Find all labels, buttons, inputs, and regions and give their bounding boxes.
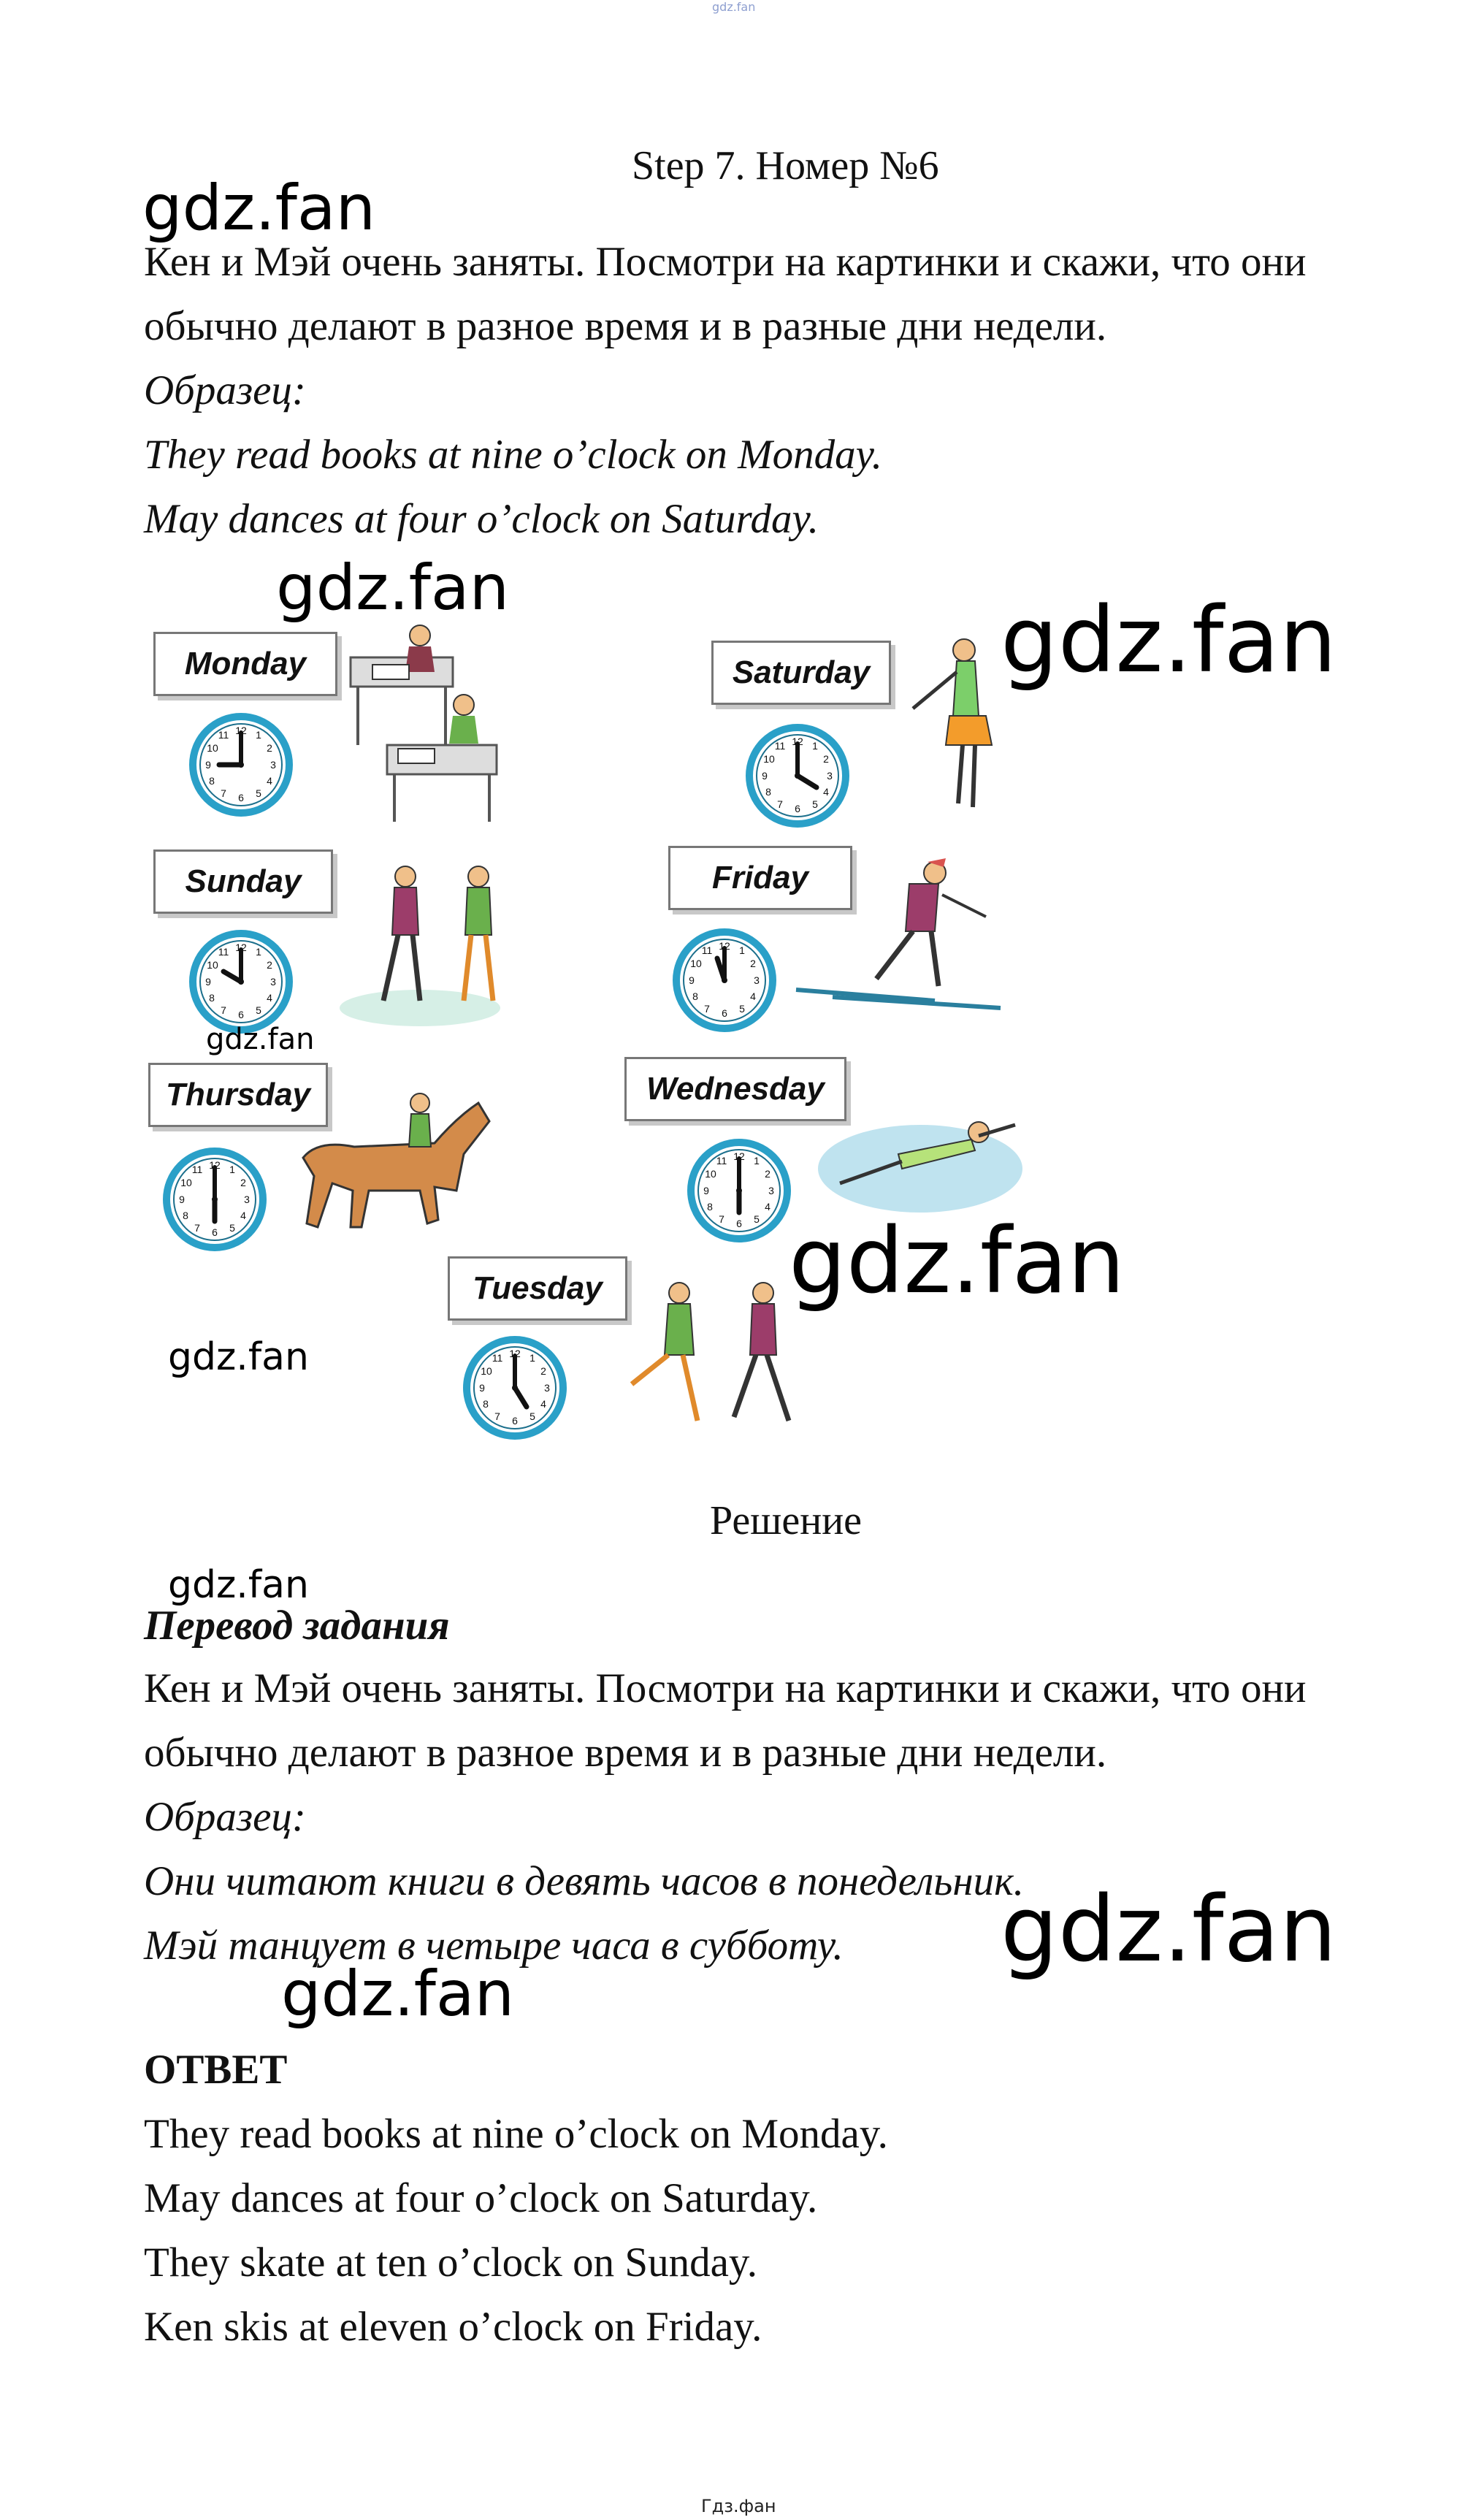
top-watermark: gdz.fan bbox=[712, 0, 756, 14]
translation-sample-label: Образец: bbox=[144, 1794, 306, 1840]
day-label-sunday: Sunday bbox=[153, 849, 333, 914]
watermark: gdz.fan bbox=[142, 172, 376, 245]
page-title: Step 7. Номер №6 bbox=[632, 143, 939, 188]
translation-sample-2: Мэй танцует в четыре часа в субботу. bbox=[144, 1923, 844, 1969]
answer-line: They read books at nine o’clock on Monday. bbox=[144, 2111, 888, 2157]
horse-rider-illustration bbox=[288, 1088, 493, 1242]
answer-heading: ОТВЕТ bbox=[144, 2047, 288, 2093]
sample-line-1: They read books at nine o’clock on Monday. bbox=[144, 432, 882, 478]
translation-line-2: обычно делают в разное время и в разные дни недели. bbox=[144, 1730, 1107, 1776]
clock-icon bbox=[188, 929, 294, 1035]
answer-line: Ken skis at eleven o’clock on Friday. bbox=[144, 2304, 762, 2350]
translation-heading: Перевод задания bbox=[144, 1603, 450, 1649]
task-line-2: обычно делают в разное время и в разные дни недели. bbox=[144, 303, 1107, 349]
footer-watermark: Гдз.фан bbox=[701, 2496, 776, 2516]
answer-line: They skate at ten o’clock on Sunday. bbox=[144, 2240, 757, 2286]
watermark: gdz.fan bbox=[1001, 1877, 1337, 1982]
translation-line-1: Кен и Мэй очень заняты. Посмотри на картинки и скажи, что они bbox=[144, 1665, 1307, 1711]
day-label-thursday: Thursday bbox=[148, 1063, 328, 1127]
clock-icon bbox=[687, 1138, 792, 1244]
clock-icon bbox=[162, 1147, 268, 1253]
task-line-1: Кен и Мэй очень заняты. Посмотри на картинки и скажи, что они bbox=[144, 239, 1307, 285]
watermark: gdz.fan bbox=[206, 1023, 315, 1056]
watermark: gdz.fan bbox=[281, 1958, 515, 2031]
day-label-friday: Friday bbox=[668, 846, 852, 910]
solution-heading: Решение bbox=[710, 1498, 863, 1543]
sample-line-2: May dances at four o’clock on Saturday. bbox=[144, 496, 819, 542]
clock-icon bbox=[462, 1335, 568, 1441]
swimming-girl-illustration bbox=[811, 1103, 1022, 1220]
answer-line: May dances at four o’clock on Saturday. bbox=[144, 2175, 818, 2221]
watermark: gdz.fan bbox=[789, 1209, 1125, 1314]
skating-kids-illustration bbox=[332, 862, 529, 1030]
translation-sample-1: Они читают книги в девять часов в понедельник. bbox=[144, 1858, 1025, 1904]
clock-icon bbox=[672, 928, 778, 1034]
watermark: gdz.fan bbox=[168, 1563, 309, 1607]
watermark: gdz.fan bbox=[1001, 588, 1337, 693]
watermark: gdz.fan bbox=[168, 1335, 309, 1379]
watermark: gdz.fan bbox=[276, 551, 510, 625]
clock-icon bbox=[745, 723, 851, 829]
clock-icon bbox=[188, 712, 294, 818]
day-label-monday: Monday bbox=[153, 632, 337, 696]
skiing-boy-illustration bbox=[789, 851, 1008, 1026]
sample-label: Образец: bbox=[144, 367, 306, 413]
running-kids-illustration bbox=[588, 1275, 800, 1439]
day-label-tuesday: Tuesday bbox=[448, 1256, 627, 1321]
day-label-wednesday: Wednesday bbox=[624, 1057, 846, 1121]
reading-kids-illustration bbox=[343, 621, 511, 825]
dancing-girl-illustration bbox=[906, 635, 1008, 818]
day-label-saturday: Saturday bbox=[711, 641, 891, 705]
